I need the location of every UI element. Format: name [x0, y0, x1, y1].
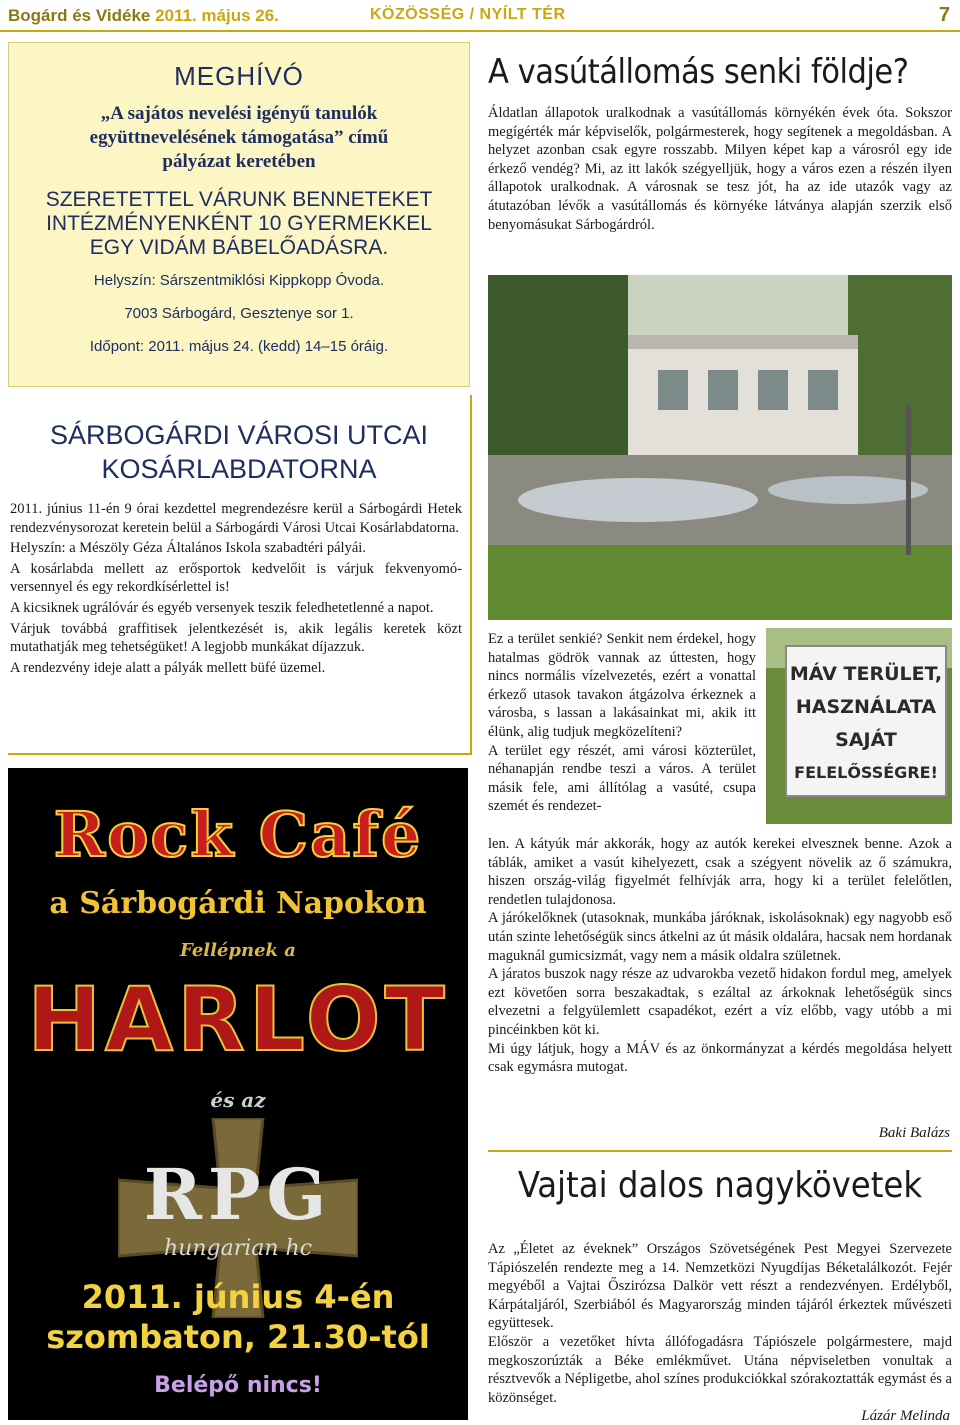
invitation-headline-line: INTÉZMÉNYENKÉNT 10 GYERMEKKEL [46, 212, 432, 235]
invitation-headline [9, 188, 469, 260]
invitation-box [8, 42, 470, 387]
poster-entry: Belépő nincs! [154, 1373, 322, 1398]
railway-side-text [488, 630, 756, 816]
station-photo [488, 275, 952, 620]
article-paragraph: 2011. június 11-én 9 órai kezdettel megrendezésre kerül a Sárbogárdi Hetek rendezvénysorozat keretein belül a Sárbogárdi Városi Utcai Kosárlabdatorna. [10, 501, 462, 536]
invitation-subtitle [9, 102, 469, 174]
railway-body [488, 835, 952, 1077]
basketball-headline-line: KOSÁRLABDATORNA [101, 454, 377, 484]
article-paragraph: A kosárlabda mellett az erősportok kedvelőit is várjuk fekvenyomó-versennyel és egy rekordkísérlettel is! [10, 560, 462, 596]
vajtai-headline: Vajtai dalos nagykövetek [517, 1165, 923, 1206]
vajtai-article [488, 1240, 952, 1407]
sign-line: HASZNÁLATA [795, 696, 937, 718]
invitation-subtitle-line: együttnevelésének támogatása” című [89, 127, 389, 148]
basketball-headline-line: SÁRBOGÁRDI VÁROSI UTCAI [49, 420, 429, 450]
masthead-brand: Bogárd és Vidéke [8, 6, 151, 25]
article-paragraph: len. A kátyúk már akkorák, hogy az autók kerekei elvesznek benne. Azok a táblák, amiket a vasút kihelyezett, csak a szégyent növelik az ő számukra, hiszen ország-világ figyelmét felhívják arra, hogy ki a terület felelőtlen, rendetlen tulajdonosa. [488, 836, 952, 908]
article-paragraph: Ez a terület senkié? Senkit nem érdekel, hogy hatalmas gödrök vannak az úttesten, hogy nincs normális vízelvezetés, ezért a vonattal érkező utasok tavakon átgázolva érkeznek a városba, s lassan a lakásainkat mi, akik itt élünk, alig tudjuk megközelíteni? [488, 631, 756, 740]
railway-headline: A vasútállomás senki földje? [488, 52, 909, 92]
article-paragraph: A terület egy részét, ami városi közterület, néhanapján rendbe teszi a város. A terület másik fele, ami állítólag a vasúté, csupa szemét és rendezet- [488, 742, 756, 815]
rock-cafe-poster [8, 768, 468, 1420]
poster-title: Rock Café [53, 798, 423, 871]
section-title: KÖZÖSSÉG / NYÍLT TÉR [370, 6, 566, 23]
article-paragraph: Először a vezetőket hívta állófogadásra Tápiószele polgármestere, majd megkoszorúzták a Béke emlékművet. Utána népviseletben vonultak a résztvevők a Népligetbe, ahol színes produkciókkal szórakoztatták egymást és a közönséget. [488, 1333, 952, 1406]
invitation-time: Időpont: 2011. május 24. (kedd) 14–15 óráig. [89, 338, 389, 355]
poster-subtitle: a Sárbogárdi Napokon [49, 886, 427, 921]
article-paragraph: A rendezvény ideje alatt a pályák mellett büfé üzemel. [10, 659, 326, 676]
invitation-headline-line: SZERETETTEL VÁRUNK BENNETEKET [45, 188, 433, 211]
newspaper-masthead [8, 6, 279, 26]
masthead-date: 2011. május 26. [155, 6, 279, 25]
poster-date: 2011. június 4-én [81, 1278, 395, 1316]
article-paragraph: Várjuk továbbá graffitisek jelentkezését is, akik legális keretek közt mutathatják meg tehetségüket! A legjobb munkákat díjazzuk. [10, 620, 462, 656]
poster-band-rpg: RPG [143, 1153, 333, 1236]
poster-band-harlot: HARLOT [27, 968, 449, 1071]
basketball-headline [10, 418, 468, 486]
invitation-title: MEGHÍVÓ [174, 61, 304, 91]
mav-sign-photo [766, 628, 952, 824]
article-paragraph: Az „Életet az éveknek” Országos Szövetségének Pest Megyei Szervezete Tápiószelén rendezte meg a 14. Nemzetközi Nyugdíjas Béketalálkozót. Fejér megyéből a Vajtai Őszirózsa Dalkör vett részt a rendezvényen. Erdélyből, Kárpátaljáról, Szerbiából és Magyarország minden tájáról érkeztek művészeti együttesek. [488, 1241, 952, 1332]
sign-line: SAJÁT [835, 729, 897, 751]
poster-time: szombaton, 21.30-tól [46, 1318, 430, 1356]
article-paragraph: A járókelőknek (utasoknak, munkába járóknak, iskolásoknak) egy nagyobb eső után szinte lehetőségük sincs átkelni az út másik oldalára, hacsak nem hordanak maguknál gumicsizmát, vagy nem a másik oldalra születnek. [488, 910, 952, 964]
invitation-place: Helyszín: Sárszentmiklósi Kippkopp Óvoda. [93, 272, 385, 289]
article-paragraph: A járatos buszok nagy része az udvarokba vezető hidakon fordul meg, amelyek ezt követően sorra beszakadtak, s ezáltal az árkoknak lehetőségük sincs elvezetni a felgyülemlett csapadékot, ezért a víz előbb, vagy utóbb a mi pincéinkben köt ki. [488, 966, 952, 1038]
poster-performers-intro: Fellépnek a [180, 940, 296, 961]
station-building-image [488, 275, 952, 620]
invitation-subtitle-line: pályázat keretében [162, 151, 316, 172]
mav-sign-image [766, 628, 952, 824]
section-divider [488, 1150, 952, 1152]
section-divider [8, 753, 472, 755]
vajtai-author: Lázár Melinda [861, 1408, 950, 1424]
invitation-headline-line: EGY VIDÁM BÁBELŐADÁSRA. [89, 236, 389, 259]
article-paragraph: Mi úgy látjuk, hogy a MÁV és az önkormányzat a kérdés megoldása helyett csak egymásra mutogat. [488, 1040, 952, 1076]
invitation-subtitle-line: „A sajátos nevelési igényű tanulók [100, 103, 378, 124]
article-paragraph: Helyszín: a Mészöly Géza Általános Iskola szabadtéri pályái. [10, 540, 366, 557]
poster-band-tagline: hungarian hc [163, 1236, 313, 1261]
sign-line: FELELŐSSÉGRE! [794, 763, 938, 782]
page-number: 7 [938, 4, 950, 26]
sign-line: MÁV TERÜLET, [789, 663, 943, 685]
column-divider [470, 395, 472, 753]
article-paragraph: A kicsiknek ugrálóvár és egyéb versenyek teszik feledhetetlenné a napot. [10, 599, 434, 616]
basketball-article [10, 500, 462, 679]
invitation-address: 7003 Sárbogárd, Gesztenye sor 1. [124, 305, 354, 322]
header-divider [0, 30, 960, 32]
poster-and: és az [210, 1088, 266, 1112]
railway-lead: Áldatlan állapotok uralkodnak a vasútállomás környékén évek óta. Sokszor megígérték már képviselők, polgármesterek, hogy segítenek a megoldásban. A helyzet azonban csak egyre rosszabb. Milyen képet kap a városról egy ide érkező vendég? Mi, az itt lakók szégyelljük, hogy a város ezen a részén ilyen állapotok uralkodnak. A városnak se tesz jót, ha az ide utazók vagy az átutazóban lévők a vasútállomás és környéke látványa alapján szerzik első benyomásukat Sárbogárdról. [488, 105, 952, 233]
railway-author: Baki Balázs [878, 1125, 950, 1141]
